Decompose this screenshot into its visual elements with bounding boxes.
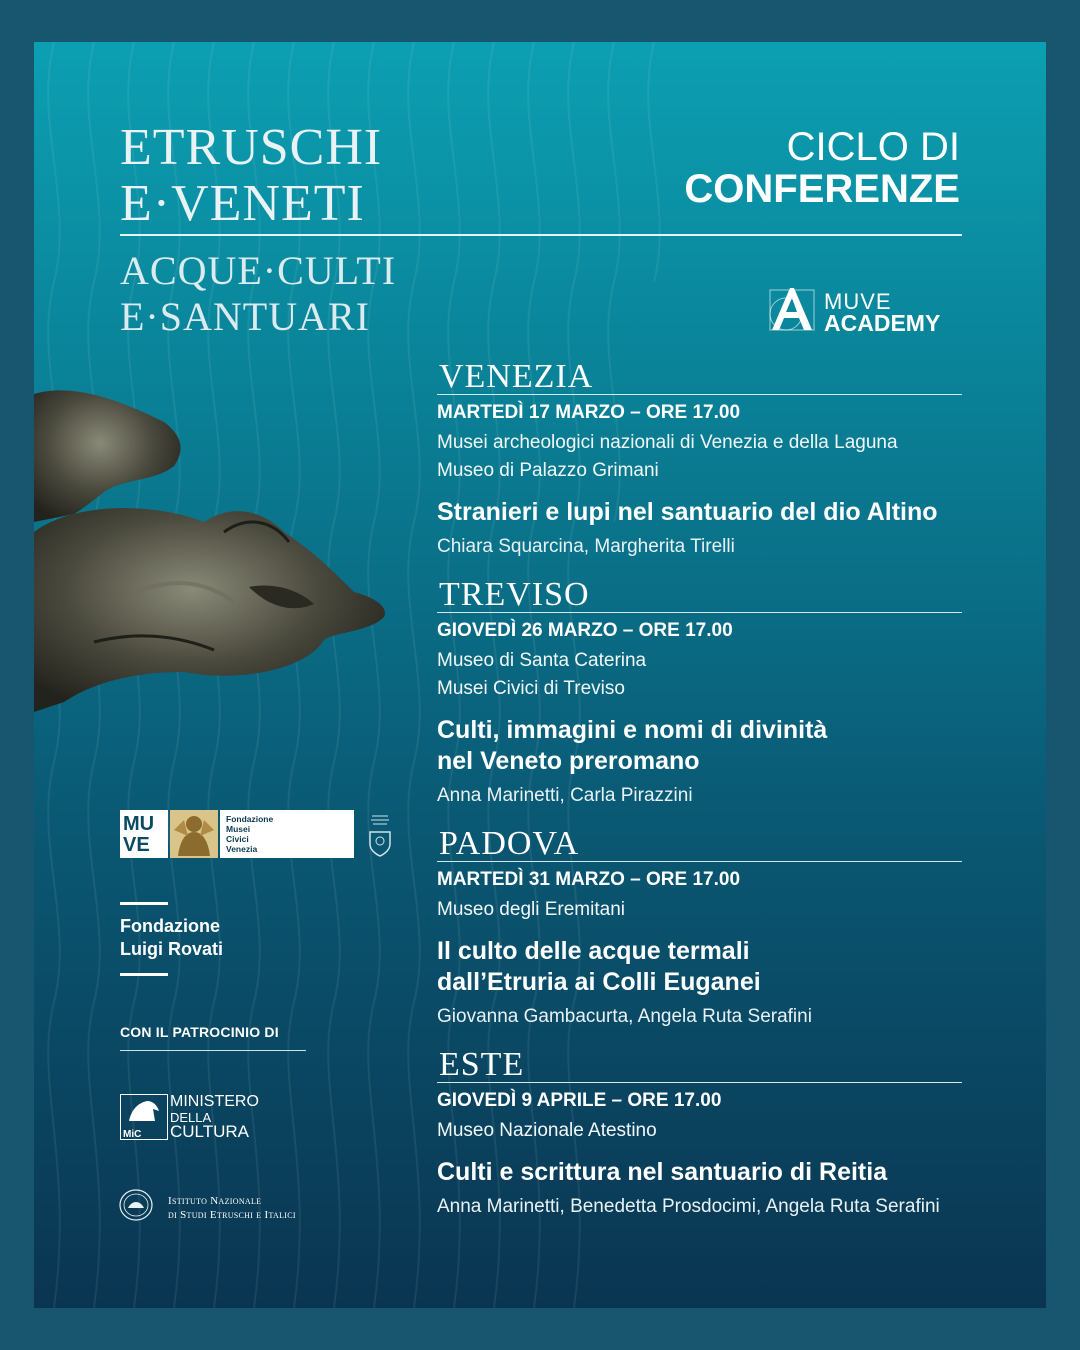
muve-academy-line1: MUVE: [824, 289, 892, 314]
fondazione-musei-civici-logo: [220, 810, 354, 858]
event-city: TREVISO: [437, 578, 962, 613]
event-speakers: Anna Marinetti, Benedetta Prosdocimi, Angela Ruta Serafini: [437, 1196, 940, 1217]
title-divider: [120, 234, 962, 236]
exhibition-title-line: E·VENETI: [120, 175, 365, 232]
lion-of-st-mark-icon: [170, 810, 218, 858]
event-venue: [437, 429, 962, 485]
event-venue: [437, 896, 962, 924]
istituto-name: [168, 1194, 296, 1222]
event-talk-title-line: nel Veneto preromano: [437, 747, 700, 775]
academy-a-icon: [764, 286, 820, 334]
event-talk-title-line: Culti, immagini e nomi di divinità: [437, 716, 828, 744]
patronage-section: [120, 1024, 306, 1051]
exhibition-subtitle-line: E·SANTUARI: [120, 294, 370, 339]
event-talk-title: [437, 497, 962, 528]
event-venue-line: Museo degli Eremitani: [437, 899, 625, 920]
event-datetime: MARTEDÌ 17 MARZO – ORE 17.00: [437, 402, 741, 423]
events-list: [437, 360, 962, 1220]
event-talk-title: [437, 1157, 962, 1188]
istituto-studi-etruschi-logo: [118, 1188, 358, 1224]
ministero-line: CULTURA: [170, 1122, 250, 1141]
poster: [34, 42, 1046, 1308]
fondazione-musei-line: Musei: [226, 824, 251, 834]
muve-logo-line1: MU: [123, 813, 155, 835]
muve-academy-logo: [764, 286, 964, 334]
event-padova: [437, 827, 962, 1030]
mic-horse-icon: [121, 1095, 165, 1125]
fondazione-musei-line: Venezia: [226, 844, 258, 854]
event-city: PADOVA: [437, 827, 962, 862]
event-talk-title-line: dall’Etruria ai Colli Euganei: [437, 968, 761, 996]
city-crest-icon: [366, 810, 394, 858]
event-venue: [437, 1117, 962, 1145]
etruscan-bronze-dolphin-image: [34, 382, 394, 712]
rovati-bottom-bar: [120, 973, 168, 976]
event-city: VENEZIA: [437, 360, 962, 395]
istituto-seal-icon: [118, 1188, 154, 1222]
patronage-label: CON IL PATROCINIO DI: [120, 1024, 279, 1040]
fondazione-musei-civici-text: [226, 814, 326, 854]
exhibition-title: [120, 120, 440, 232]
muve-logo-line2: VE: [123, 834, 150, 856]
exhibition-subtitle-line: ACQUE·CULTI: [120, 248, 397, 293]
event-venue-line: Musei archeologici nazionali di Venezia e della Laguna: [437, 432, 898, 453]
exhibition-title-line: ETRUSCHI: [120, 119, 383, 176]
fondazione-musei-line: Civici: [226, 834, 249, 844]
event-treviso: [437, 578, 962, 809]
muve-partner-logos: [120, 810, 320, 860]
event-datetime: GIOVEDÌ 9 APRILE – ORE 17.00: [437, 1090, 722, 1111]
event-city: ESTE: [437, 1048, 962, 1083]
rovati-name-line: Luigi Rovati: [120, 939, 223, 959]
event-talk-title-line: Culti e scrittura nel santuario di Reitia: [437, 1158, 888, 1186]
event-speakers: Anna Marinetti, Carla Pirazzini: [437, 785, 693, 806]
rovati-top-bar: [120, 902, 168, 905]
fondazione-musei-line: Fondazione: [226, 814, 274, 824]
event-talk-title-line: Stranieri e lupi nel santuario del dio Altino: [437, 498, 938, 526]
series-heading-line2: CONFERENZE: [684, 167, 960, 211]
event-venue-line: Museo di Palazzo Grimani: [437, 460, 659, 481]
ministero-cultura-logo: [120, 1090, 290, 1144]
patronage-divider: [120, 1050, 306, 1051]
ministero-line: MINISTERO: [170, 1093, 259, 1110]
ministero-line: DELLA: [170, 1110, 212, 1125]
rovati-name: [120, 915, 250, 961]
event-venue-line: Musei Civici di Treviso: [437, 678, 625, 699]
fondazione-luigi-rovati-logo: [120, 902, 250, 976]
series-heading: [684, 126, 960, 210]
istituto-name-line: Istituto Nazionale: [168, 1195, 262, 1207]
event-datetime: GIOVEDÌ 26 MARZO – ORE 17.00: [437, 620, 733, 641]
event-talk-title-line: Il culto delle acque termali: [437, 937, 750, 965]
muve-academy-line2: ACADEMY: [824, 310, 941, 336]
event-datetime: MARTEDÌ 31 MARZO – ORE 17.00: [437, 869, 741, 890]
mic-square-mark: [120, 1094, 168, 1140]
event-este: [437, 1048, 962, 1220]
event-speakers: Giovanna Gambacurta, Angela Ruta Serafini: [437, 1006, 812, 1027]
event-venue-line: Museo di Santa Caterina: [437, 650, 647, 671]
series-heading-line1: CICLO DI: [786, 125, 960, 169]
istituto-name-line: di Studi Etruschi e Italici: [168, 1209, 296, 1221]
event-talk-title: [437, 715, 962, 777]
event-venue: [437, 647, 962, 703]
event-talk-title: [437, 936, 962, 998]
muve-logo: [120, 810, 168, 858]
event-venezia: [437, 360, 962, 560]
event-speakers: Chiara Squarcina, Margherita Tirelli: [437, 536, 735, 557]
event-venue-line: Museo Nazionale Atestino: [437, 1120, 657, 1141]
rovati-name-line: Fondazione: [120, 916, 220, 936]
exhibition-subtitle: [120, 248, 440, 340]
mic-mark-label: MiC: [123, 1129, 142, 1140]
